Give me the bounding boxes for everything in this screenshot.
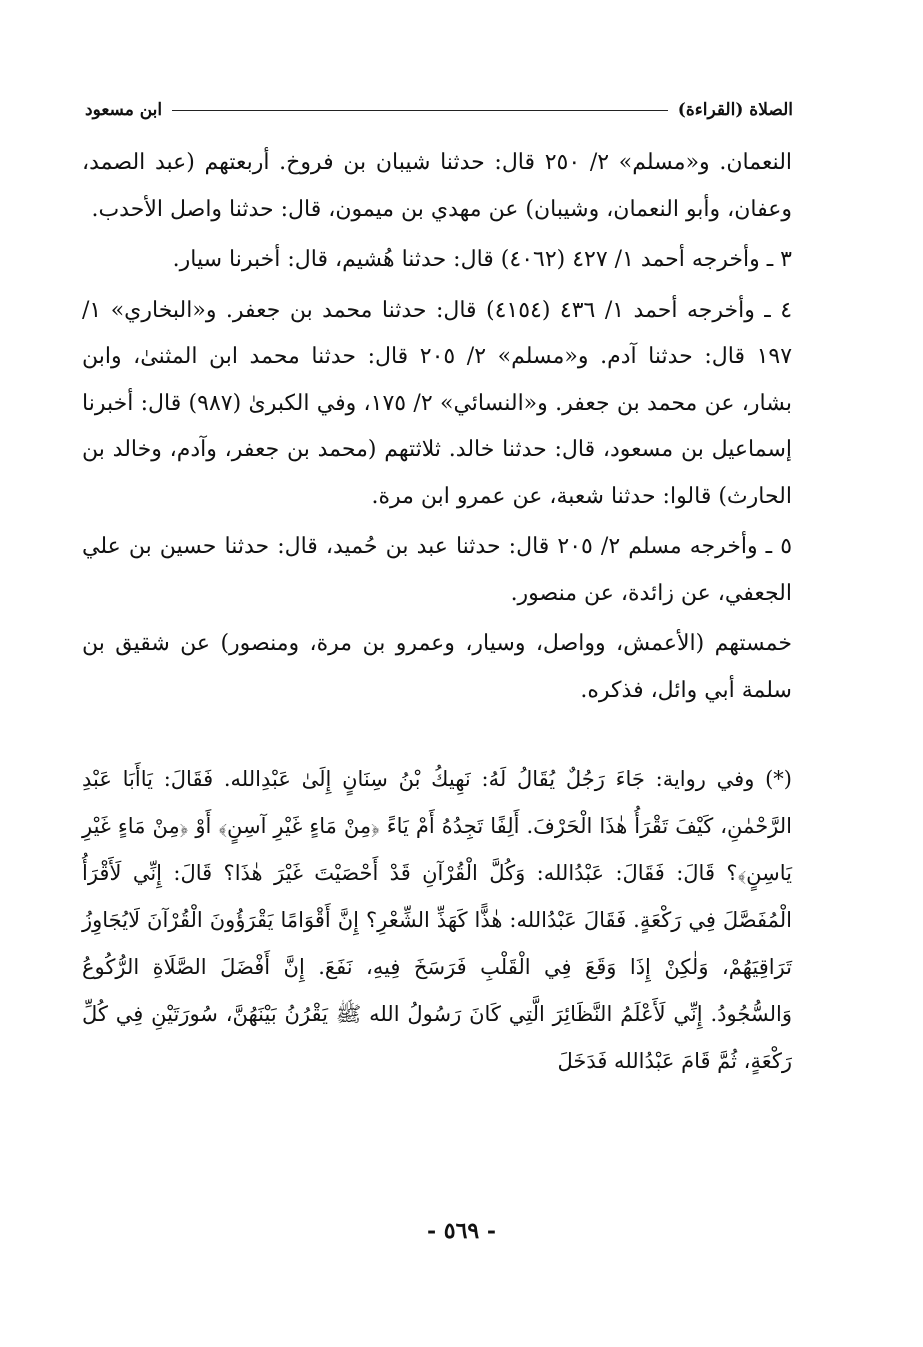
page-number: - ٥٦٩ - [426,1218,497,1244]
page-body [82,140,792,1089]
header-chapter-title: ابن مسعود [85,100,163,120]
running-header [85,95,793,125]
paragraph: خمستهم (الأعمش، وواصل، وسيار، وعمرو بن مرة، ومنصور) عن شقيق بن سلمة أبي وائل، فذكره. [82,631,792,703]
header-rule [172,110,668,111]
paragraph: ٣ ـ وأخرجه أحمد ١/ ٤٢٧ (٤٠٦٢) قال: حدثنا هُشيم، قال: أخبرنا سيار. [172,247,792,272]
footnote: (*) وفي رواية: جَاءَ رَجُلٌ يُقَالُ لَهُ: نَهِيكُ بْنُ سِنَانٍ إِلَىٰ عَبْدِالله. فَقَالَ: يَاأَبَا عَبْدِ الرَّحْمٰنِ، كَيْفَ تَقْرَأُ هٰذَا الْحَرْفَ. أَلِفًا تَجِدُهُ أَمْ يَاءً ﴿مِنْ مَاءٍ غَيْرِ آسِنٍ﴾ أَوْ ﴿مِنْ مَاءٍ غَيْرِ يَاسِنٍ﴾؟ قَالَ: فَقَالَ: عَبْدُالله: وَكُلَّ الْقُرْآنِ قَدْ أَحْصَيْتَ غَيْرَ هٰذَا؟ قَالَ: إِنِّي لَأَقْرَأُ الْمُفَصَّلَ فِي رَكْعَةٍ. فَقَالَ عَبْدُالله: هٰذًّا كَهَذِّ الشِّعْرِ؟ إِنَّ أَقْوَامًا يَقْرَؤُونَ الْقُرْآنَ لَايُجَاوِزُ تَرَاقِيَهُمْ، وَلٰكِنْ إِذَا وَقَعَ فِي الْقَلْبِ فَرَسَخَ فِيهِ، نَفَعَ. إِنَّ أَفْضَلَ الصَّلَاةِ الرُّكُوعُ وَالسُّجُودُ. إِنِّي لَأَعْلَمُ النَّظَائِرَ الَّتِي كَانَ رَسُولُ الله ﷺ يَقْرُنُ بَيْنَهُنَّ، سُورَتَيْنِ فِي كُلِّ رَكْعَةٍ، ثُمَّ قَامَ عَبْدُالله فَدَخَلَ [82,767,792,1073]
paragraph: النعمان. و«مسلم» ٢/ ٢٥٠ قال: حدثنا شيبان بن فروخ. أربعتهم (عبد الصمد، وعفان، وأبو النعمان، وشيبان) عن مهدي بن ميمون، قال: حدثنا واصل الأحدب. [82,150,793,222]
paragraph: ٤ ـ وأخرجه أحمد ١/ ٤٣٦ (٤١٥٤) قال: حدثنا محمد بن جعفر. و«البخاري» ١/ ١٩٧ قال: حدثنا آدم. و«مسلم» ٢/ ٢٠٥ قال: حدثنا محمد ابن المثنىٰ، وابن بشار، عن محمد بن جعفر. و«النسائي» ٢/ ١٧٥، وفي الكبرىٰ (٩٨٧) قال: أخبرنا إسماعيل بن مسعود، قال: حدثنا خالد. ثلاثتهم (محمد بن جعفر، وآدم، وخالد بن الحارث) قالوا: حدثنا شعبة، عن عمرو ابن مرة. [82,297,793,509]
footnote-separator [82,718,792,756]
header-section-title: الصلاة (القراءة) [677,100,793,120]
paragraph: ٥ ـ وأخرجه مسلم ٢/ ٢٠٥ قال: حدثنا عبد بن حُميد، قال: حدثنا حسين بن علي الجعفي، عن زائدة، عن منصور. [82,534,793,606]
